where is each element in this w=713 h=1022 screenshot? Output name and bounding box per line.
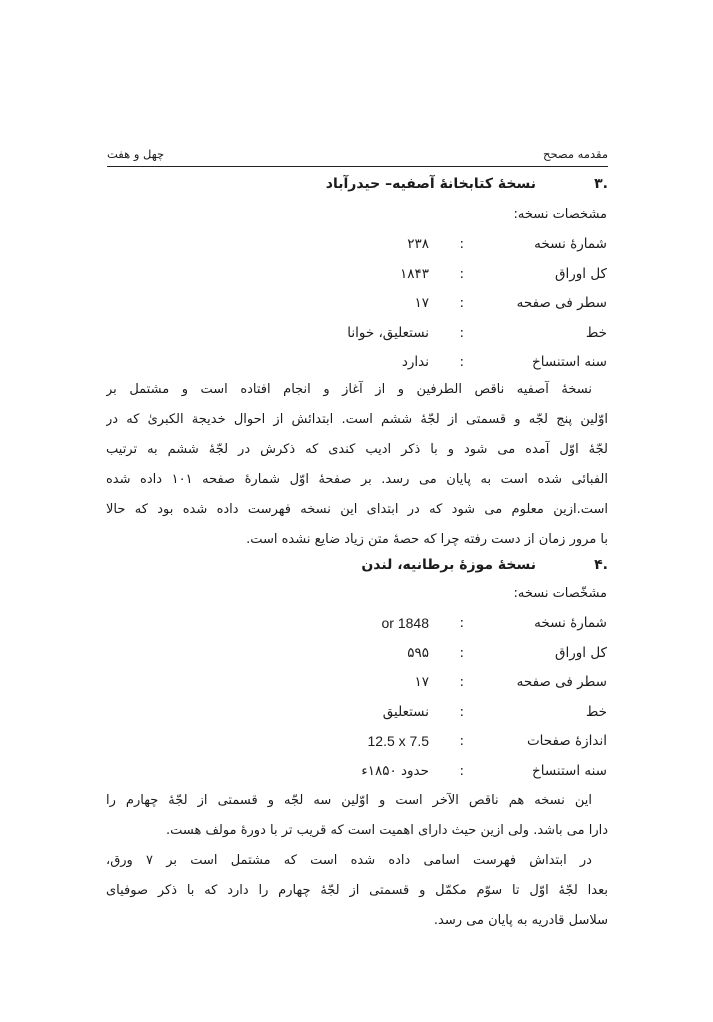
paragraph-line: سلاسل قادریه به پایان می رسد. [433, 913, 608, 928]
paragraph-line: دارا می باشد. ولی ازین حیث دارای اهمیت است که قریب تر با دورهٔ مولف هست. [165, 823, 608, 838]
paragraph-line: در ابتداش فهرست اسامی داده شده است که مشتمل است بر ۷ ورق، [106, 853, 592, 868]
section-heading-4 [361, 557, 608, 573]
spec-value: نستعلیق [382, 704, 429, 720]
header-section-title: مقدمه مصحح [543, 147, 608, 161]
section-title: نسخهٔ کتابخانهٔ آصفیه– حیدرآباد [325, 176, 536, 192]
paragraph-line: این نسخه هم ناقص الآخر است و اوّلین سه لجّه و قسمتی از لجّهٔ چهارم را [106, 793, 592, 808]
spec-colon: : [459, 295, 464, 311]
spec-value: 12.5 x 7.5 [367, 733, 429, 749]
section-4-paragraph-2 [106, 846, 608, 936]
spec-value: ندارد [401, 354, 429, 370]
paragraph-line: با مرور زمان از دست رفته چرا که حصهٔ متن زیاد ضایع نشده است. [246, 532, 608, 547]
spec-row [307, 704, 607, 728]
section-number: .۴ [594, 557, 608, 573]
spec-colon: : [459, 733, 464, 749]
spec-row [307, 674, 607, 698]
paragraph-line: نسخهٔ آصفیه ناقص الطرفین و از آغاز و انجام افتاده است و مشتمل بر [106, 382, 592, 397]
running-header [107, 143, 608, 165]
spec-row [307, 615, 607, 639]
spec-key: کل اوراق [555, 645, 607, 661]
spec-colon: : [459, 325, 464, 341]
spec-key: اندازهٔ صفحات [526, 733, 607, 749]
section-4-paragraph-1 [106, 786, 608, 846]
spec-key: سنه استنساخ [532, 354, 607, 370]
spec-key: شمارهٔ نسخه [534, 236, 607, 252]
spec-key: سنه استنساخ [532, 763, 607, 779]
spec-row [307, 295, 607, 319]
spec-colon: : [459, 615, 464, 631]
spec-row [307, 763, 607, 787]
spec-value: نستعلیق، خوانا [347, 325, 429, 341]
spec-key: خط [585, 325, 607, 341]
spec-row [307, 645, 607, 669]
header-page-number: چهل و هفت [107, 147, 165, 161]
paragraph-line: الفبائی شده است به پایان می رسد. بر صفحهٔ اوّل شمارهٔ صفحه ۱۰۱ داده شده [106, 472, 608, 487]
spec-key: خط [585, 704, 607, 720]
spec-label: مشخّصات نسخه: [513, 586, 607, 601]
spec-key: کل اوراق [555, 266, 607, 282]
spec-colon: : [459, 645, 464, 661]
spec-value: ۱۷ [414, 674, 429, 690]
spec-key: سطر فی صفحه [516, 295, 607, 311]
header-rule [107, 166, 608, 167]
spec-value: ۲۳۸ [407, 236, 429, 252]
spec-value: ۵۹۵ [407, 645, 429, 661]
paragraph-line: لجّهٔ اوّل آمده می شود و با ذکر ادیب کندی که ذکرش در لجّهٔ ششم به ترتیب [106, 442, 608, 457]
section-number: .۳ [594, 176, 608, 192]
spec-key: شمارهٔ نسخه [534, 615, 607, 631]
spec-value: ۱۷ [414, 295, 429, 311]
section-title: نسخهٔ موزهٔ برطانیه، لندن [361, 557, 536, 573]
spec-key: سطر فی صفحه [516, 674, 607, 690]
spec-row [307, 325, 607, 349]
paragraph-line: است.ازین معلوم می شود که در ابتدای این نسخه فهرست داده شده بود که حالا [106, 502, 608, 517]
spec-row [307, 266, 607, 290]
spec-label: مشخصات نسخه: [513, 207, 607, 222]
spec-colon: : [459, 266, 464, 282]
spec-colon: : [459, 704, 464, 720]
section-heading-3 [326, 176, 608, 192]
spec-colon: : [459, 236, 464, 252]
paragraph-line: بعدا لجّهٔ اوّل تا سوّم مکمّل و قسمتی از لجّهٔ چهارم را دارد که با ذکر صوفیای [106, 883, 608, 898]
spec-row [307, 733, 607, 757]
paragraph-line: اوّلین پنج لجّه و قسمتی از لجّهٔ ششم است. ابتدائش از احوال خدیجة الکبریٰ که در [106, 412, 608, 427]
section-3-paragraph [106, 375, 608, 555]
spec-colon: : [459, 354, 464, 370]
spec-value: حدود ۱۸۵۰ء [361, 763, 429, 779]
spec-value: ۱۸۴۳ [399, 266, 429, 282]
spec-value: or 1848 [381, 615, 429, 631]
spec-row [307, 236, 607, 260]
spec-colon: : [459, 763, 464, 779]
spec-colon: : [459, 674, 464, 690]
